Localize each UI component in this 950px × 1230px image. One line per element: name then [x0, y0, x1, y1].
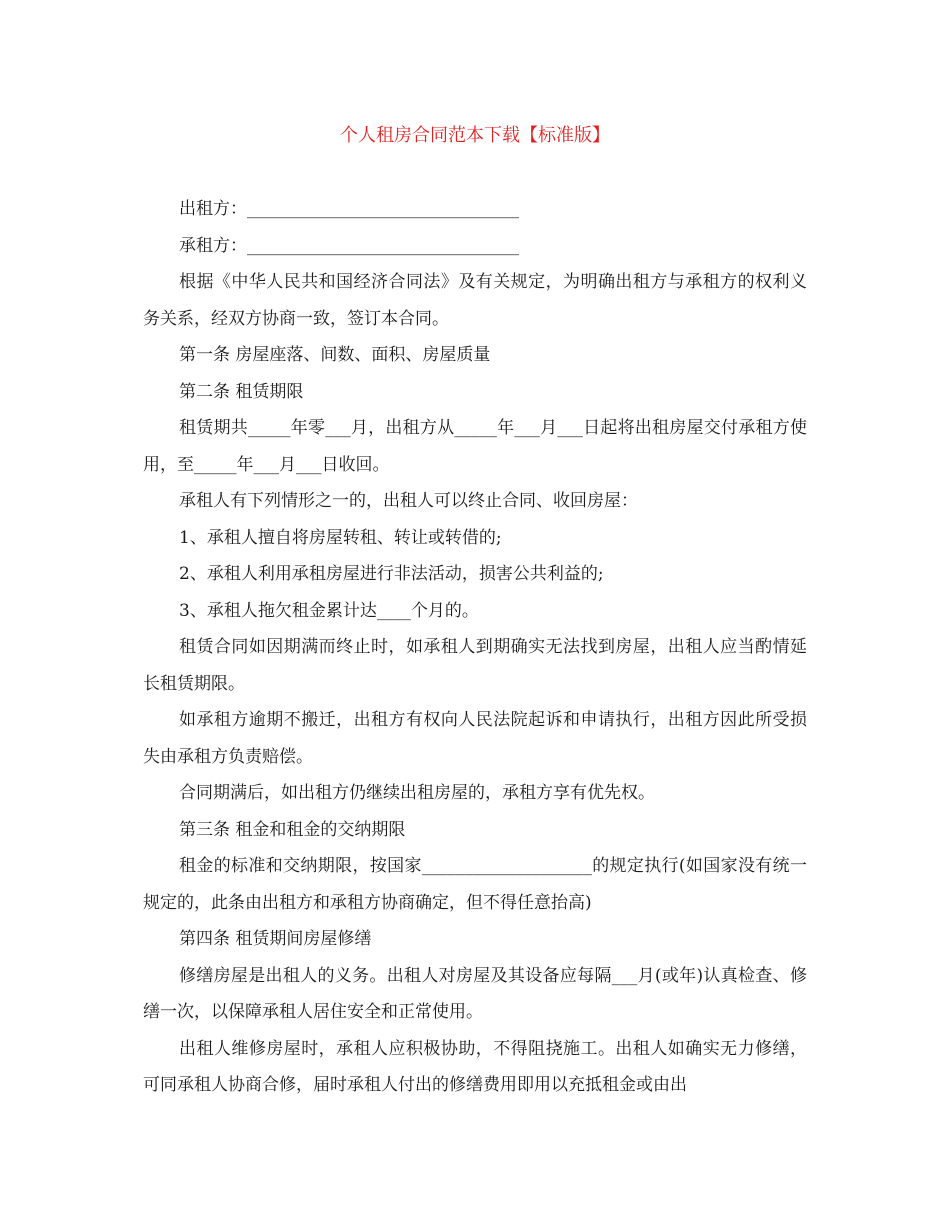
termination-item-2: 2、承租人利用承租房屋进行非法活动，损害公共利益的;	[179, 564, 604, 584]
document-title: 个人租房合同范本下载【标准版】	[340, 125, 610, 146]
preamble-paragraph: 根据《中华人民共和国经济合同法》及有关规定，为明确出租方与承租方的权利义务关系，经双方协商一致，签订本合同。	[143, 272, 807, 329]
priority-right-paragraph: 合同期满后，如出租方仍继续出租房屋的，承租方享有优先权。	[179, 783, 655, 803]
document-body	[143, 191, 807, 1104]
article-3-heading: 第三条 租金和租金的交纳期限	[179, 819, 406, 840]
lease-term-paragraph: 租赁期共_____年零___月，出租方从_____年___月___日起将出租房屋交付承租方使用，至_____年___月___日收回。	[143, 418, 807, 475]
article-2-heading: 第二条 租赁期限	[179, 381, 304, 402]
termination-intro-paragraph: 承租人有下列情形之一的，出租人可以终止合同、收回房屋：	[179, 491, 638, 511]
repair-duty-paragraph: 修缮房屋是出租人的义务。出租人对房屋及其设备应每隔___月(或年)认真检查、修缮一次，以保障承租人居住安全和正常使用。	[143, 965, 807, 1022]
article-4-heading: 第四条 租赁期间房屋修缮	[179, 929, 372, 949]
article-1-heading: 第一条 房屋座落、间数、面积、房屋质量	[179, 345, 491, 365]
expiry-extension-paragraph: 租赁合同如因期满而终止时，如承租人到期确实无法找到房屋，出租人应当酌情延长租赁期限。	[143, 637, 807, 694]
termination-item-1: 1、承租人擅自将房屋转租、转让或转借的;	[179, 527, 502, 548]
repair-cooperation-paragraph: 出租人维修房屋时，承租人应积极协助，不得阻挠施工。出租人如确实无力修缮，可同承租人协商合修，届时承租人付出的修缮费用即用以充抵租金或由出	[143, 1038, 807, 1095]
termination-item-3: 3、承租人拖欠租金累计达____个月的。	[179, 600, 479, 621]
overdue-eviction-paragraph: 如承租方逾期不搬迁，出租方有权向人民法院起诉和申请执行，出租方因此所受损失由承租方负责赔偿。	[143, 710, 807, 767]
lessee-line: 承租方：________________________________	[179, 235, 519, 256]
lessor-line: 出租方：________________________________	[179, 199, 519, 219]
rent-standard-paragraph: 租金的标准和交纳期限，按国家____________________的规定执行(如国家没有统一规定的，此条由出租方和承租方协商确定，但不得任意抬高)	[143, 856, 807, 913]
